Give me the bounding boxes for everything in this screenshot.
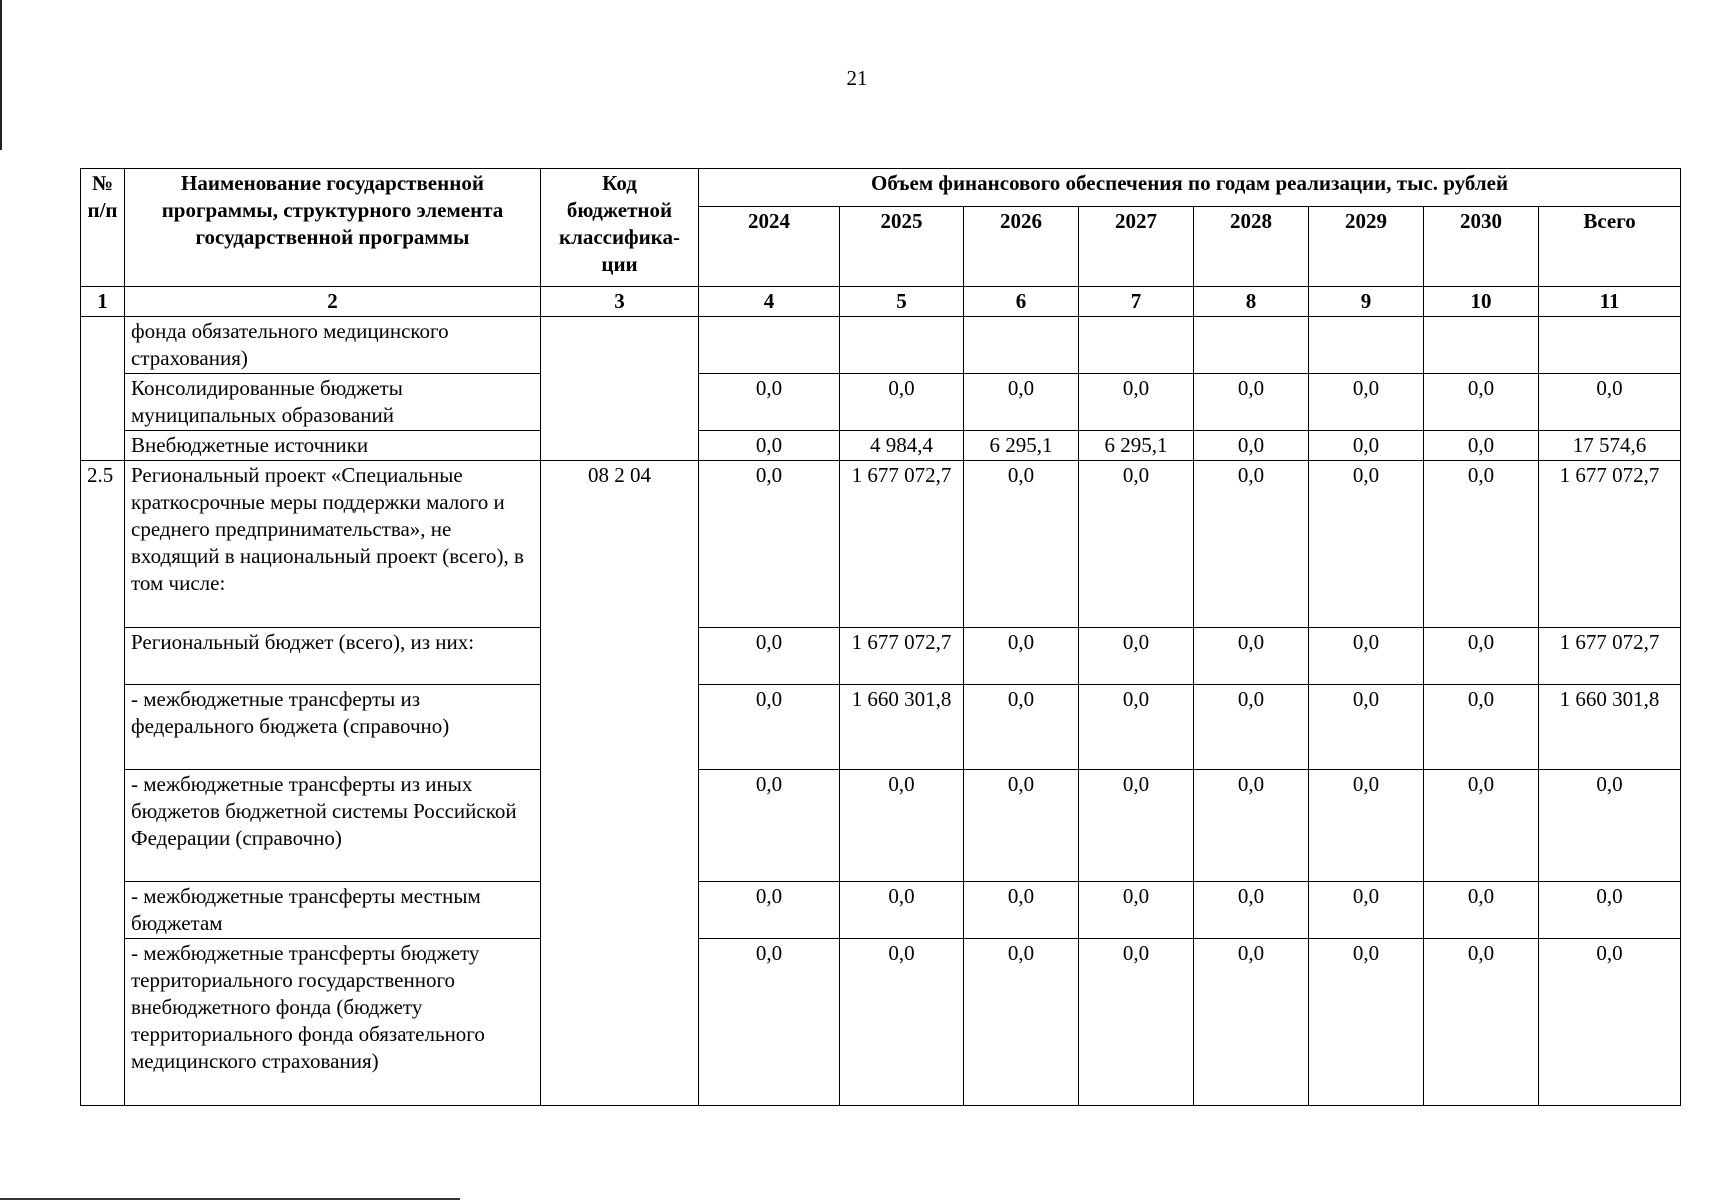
table-row bbox=[81, 431, 1681, 461]
table-row bbox=[81, 461, 1681, 628]
row-value: 0,0 bbox=[1079, 685, 1194, 770]
row-value: 1 660 301,8 bbox=[840, 685, 964, 770]
column-number: 5 bbox=[840, 287, 964, 317]
header-year: 2028 bbox=[1194, 207, 1309, 287]
row-value: 0,0 bbox=[699, 628, 840, 685]
header-name: Наименование государственной программы, структурного элемента государственной программы bbox=[125, 169, 541, 287]
row-value: 0,0 bbox=[1309, 939, 1424, 1106]
row-value: 0,0 bbox=[964, 685, 1079, 770]
row-value: 0,0 bbox=[1309, 770, 1424, 882]
row-value: 0,0 bbox=[1539, 374, 1681, 431]
table-row bbox=[81, 374, 1681, 431]
row-value: 0,0 bbox=[1424, 685, 1539, 770]
row-value: 0,0 bbox=[964, 461, 1079, 628]
row-value: 0,0 bbox=[840, 770, 964, 882]
row-value: 0,0 bbox=[1424, 939, 1539, 1106]
table-row bbox=[81, 770, 1681, 882]
row-value: 0,0 bbox=[1194, 461, 1309, 628]
header-year: 2025 bbox=[840, 207, 964, 287]
row-value: 0,0 bbox=[1424, 461, 1539, 628]
page-number: 21 bbox=[846, 66, 868, 90]
table-row bbox=[81, 882, 1681, 939]
row-value: 0,0 bbox=[964, 939, 1079, 1106]
row-value: 0,0 bbox=[1079, 628, 1194, 685]
row-value: 17 574,6 bbox=[1539, 431, 1681, 461]
row-number: 2.5 bbox=[81, 461, 125, 1106]
row-value: 0,0 bbox=[1194, 939, 1309, 1106]
header-year-total: Всего bbox=[1539, 207, 1681, 287]
table-row bbox=[81, 628, 1681, 685]
row-value: 1 677 072,7 bbox=[1539, 628, 1681, 685]
header-year: 2030 bbox=[1424, 207, 1539, 287]
row-value bbox=[1424, 317, 1539, 374]
row-value: 1 677 072,7 bbox=[1539, 461, 1681, 628]
row-value bbox=[1079, 317, 1194, 374]
row-value: 0,0 bbox=[964, 374, 1079, 431]
row-name: Внебюджетные источники bbox=[125, 431, 541, 461]
row-value bbox=[964, 317, 1079, 374]
column-number: 11 bbox=[1539, 287, 1681, 317]
row-value: 0,0 bbox=[1309, 628, 1424, 685]
row-value: 0,0 bbox=[1194, 628, 1309, 685]
column-number: 7 bbox=[1079, 287, 1194, 317]
row-value: 0,0 bbox=[1539, 882, 1681, 939]
row-name: фонда обязательного медицинского страхования) bbox=[125, 317, 541, 374]
row-value: 0,0 bbox=[964, 628, 1079, 685]
row-name: - межбюджетные трансферты бюджету территориального государственного внебюджетного фонда (бюджету территориального фонда обязательного медицинского страхования) bbox=[125, 939, 541, 1106]
row-value: 0,0 bbox=[840, 939, 964, 1106]
row-value: 0,0 bbox=[1309, 685, 1424, 770]
row-value bbox=[1194, 317, 1309, 374]
row-name: Региональный проект «Специальные краткосрочные меры поддержки малого и среднего предпринимательства», не входящий в национальный проект (всего), в том числе: bbox=[125, 461, 541, 628]
row-value: 0,0 bbox=[964, 882, 1079, 939]
row-value: 0,0 bbox=[1539, 770, 1681, 882]
column-number: 1 bbox=[81, 287, 125, 317]
row-value: 0,0 bbox=[1079, 461, 1194, 628]
row-value: 0,0 bbox=[699, 431, 840, 461]
row-value: 4 984,4 bbox=[840, 431, 964, 461]
row-value bbox=[1539, 317, 1681, 374]
row-value: 0,0 bbox=[1424, 882, 1539, 939]
column-number: 9 bbox=[1309, 287, 1424, 317]
row-value: 6 295,1 bbox=[1079, 431, 1194, 461]
header-year: 2027 bbox=[1079, 207, 1194, 287]
row-value: 0,0 bbox=[1424, 431, 1539, 461]
column-number: 2 bbox=[125, 287, 541, 317]
row-value: 0,0 bbox=[1309, 882, 1424, 939]
row-value: 0,0 bbox=[699, 770, 840, 882]
row-value: 0,0 bbox=[1539, 939, 1681, 1106]
row-value: 0,0 bbox=[1309, 461, 1424, 628]
column-number: 4 bbox=[699, 287, 840, 317]
row-name: - межбюджетные трансферты из федерального бюджета (справочно) bbox=[125, 685, 541, 770]
table-row bbox=[81, 317, 1681, 374]
row-value: 0,0 bbox=[1309, 431, 1424, 461]
row-value bbox=[840, 317, 964, 374]
column-number: 10 bbox=[1424, 287, 1539, 317]
row-number bbox=[81, 317, 125, 461]
row-value: 1 677 072,7 bbox=[840, 628, 964, 685]
row-value: 0,0 bbox=[1079, 374, 1194, 431]
row-value: 0,0 bbox=[840, 374, 964, 431]
row-value: 1 660 301,8 bbox=[1539, 685, 1681, 770]
table-row bbox=[81, 685, 1681, 770]
row-value: 0,0 bbox=[964, 770, 1079, 882]
row-value: 6 295,1 bbox=[964, 431, 1079, 461]
row-value: 0,0 bbox=[840, 882, 964, 939]
row-value: 0,0 bbox=[1309, 374, 1424, 431]
header-year: 2029 bbox=[1309, 207, 1424, 287]
row-value: 0,0 bbox=[699, 461, 840, 628]
row-value: 0,0 bbox=[1194, 882, 1309, 939]
row-name: - межбюджетные трансферты местным бюджетам bbox=[125, 882, 541, 939]
financing-table bbox=[80, 168, 1681, 1106]
column-number: 8 bbox=[1194, 287, 1309, 317]
row-name: Региональный бюджет (всего), из них: bbox=[125, 628, 541, 685]
row-code: 08 2 04 bbox=[541, 461, 699, 1106]
row-value: 0,0 bbox=[1194, 431, 1309, 461]
header-year: 2026 bbox=[964, 207, 1079, 287]
row-value: 0,0 bbox=[1194, 770, 1309, 882]
row-value: 0,0 bbox=[1079, 770, 1194, 882]
header-volume: Объем финансового обеспечения по годам реализации, тыс. рублей bbox=[699, 169, 1681, 207]
row-value: 0,0 bbox=[1194, 374, 1309, 431]
header-year: 2024 bbox=[699, 207, 840, 287]
row-value: 0,0 bbox=[1424, 374, 1539, 431]
row-value: 1 677 072,7 bbox=[840, 461, 964, 628]
row-name: - межбюджетные трансферты из иных бюджетов бюджетной системы Российской Федерации (справочно) bbox=[125, 770, 541, 882]
row-value: 0,0 bbox=[1424, 770, 1539, 882]
table-row bbox=[81, 939, 1681, 1106]
row-value: 0,0 bbox=[699, 939, 840, 1106]
row-value: 0,0 bbox=[1424, 628, 1539, 685]
column-number: 3 bbox=[541, 287, 699, 317]
header-code: Код бюджетной классифика-ции bbox=[541, 169, 699, 287]
row-value bbox=[699, 317, 840, 374]
row-name: Консолидированные бюджеты муниципальных образований bbox=[125, 374, 541, 431]
row-value bbox=[1309, 317, 1424, 374]
header-no: № п/п bbox=[81, 169, 125, 287]
row-value: 0,0 bbox=[1194, 685, 1309, 770]
row-value: 0,0 bbox=[1079, 882, 1194, 939]
column-number: 6 bbox=[964, 287, 1079, 317]
row-value: 0,0 bbox=[699, 685, 840, 770]
row-code bbox=[541, 317, 699, 461]
row-value: 0,0 bbox=[699, 374, 840, 431]
row-value: 0,0 bbox=[699, 882, 840, 939]
row-value: 0,0 bbox=[1079, 939, 1194, 1106]
